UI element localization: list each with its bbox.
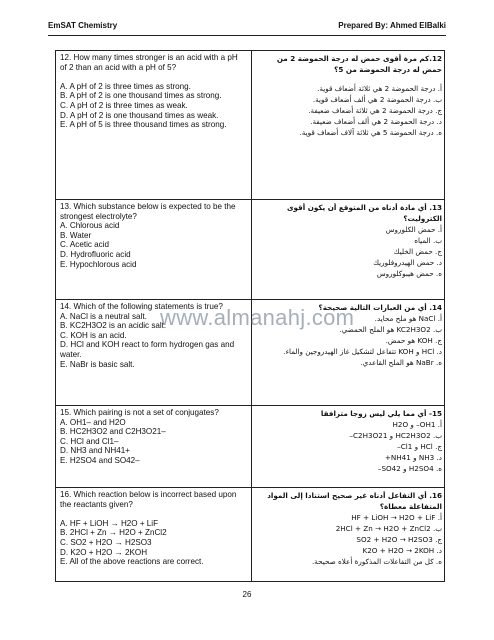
question-text: 13. أي مادة أدناه من المتوقع أن يكون أقوى الكتروليت؟ <box>286 203 442 223</box>
question-text: 12. How many times stronger is an acid with a pH of 2 than an acid with a pH of 5? <box>60 53 238 72</box>
option: B. HC2H3O2 and C2H3O21– <box>60 427 166 437</box>
question-row-12 <box>56 51 444 199</box>
option: د. K2O + H2O → 2KOH <box>362 546 442 555</box>
question-text: 15- أي مما يلي ليس زوجا مترافقا <box>320 409 442 418</box>
question-text: 14. Which of the following statements is true? <box>60 302 223 311</box>
question-row-16 <box>56 487 444 583</box>
option: ب. المياه <box>414 236 442 245</box>
question-text: 15. Which pairing is not a set of conjugates? <box>60 408 219 417</box>
option: D. NH3 and NH41+ <box>60 446 130 456</box>
option: د. حمض الهيدروفلوريك <box>373 258 442 267</box>
option: B. 2HCl + Zn → H2O + ZnCl2 <box>60 528 167 538</box>
question-12-ar <box>256 53 442 138</box>
option: E. H2SO4 and SO42– <box>60 455 140 465</box>
question-text: 12.كم مرة أقوى حمض له درجة الحموضة 2 من حمض له درجة الحموضة من 5؟ <box>276 54 442 74</box>
option: أ. درجة الحموضة 2 هي ثلاثة أضعاف قوية. <box>317 84 442 93</box>
option: ه. حمض هيبوكلوروس <box>376 269 442 278</box>
option: A. A pH of 2 is three times as strong. <box>60 81 191 91</box>
option: A. OH1– and H2O <box>60 417 126 427</box>
question-text: 13. Which substance below is expected to be the strongest electrolyte? <box>60 202 236 221</box>
option: B. KC2H3O2 is an acidic salt. <box>60 321 167 331</box>
option: C. HCl and Cl1– <box>60 436 119 446</box>
option: ج. SO2 + H2O → H2SO3 <box>356 535 442 544</box>
header-rule <box>48 35 446 36</box>
page-number: 26 <box>242 590 252 599</box>
option: B. Water <box>60 230 92 240</box>
option: ب. KC2H3O2 هو الملح الحمضي. <box>339 325 442 334</box>
option: E. A pH of 5 is three thousand times as strong. <box>60 120 227 130</box>
option: ب. HC2H3O2 و C2H3O21– <box>349 431 442 440</box>
option: C. A pH of 2 is three times as weak. <box>60 100 188 110</box>
option: B. A pH of 2 is one thousand times as strong. <box>60 91 222 101</box>
option: D. Hydrofluoric acid <box>60 249 131 259</box>
header-right-author: Prepared By: Ahmed ElBalki <box>338 21 446 30</box>
question-13-en <box>60 202 246 269</box>
question-15-en <box>60 408 246 466</box>
question-text: 14. أي من العبارات التالية صحيحة؟ <box>318 303 442 312</box>
option: ه. NaBr هو الملح القاعدي. <box>360 358 442 367</box>
option: ج. HCl و Cl1– <box>397 442 442 451</box>
option: ج. KOH هو حمض. <box>385 336 442 345</box>
question-12-en <box>60 53 246 130</box>
question-row-15 <box>56 405 444 487</box>
question-16-en <box>60 490 246 567</box>
option: E. Hypochlorous acid <box>60 259 137 269</box>
option: ه. كل من التفاعلات المذكورة أعلاه صحيحة. <box>312 557 442 566</box>
option: أ. OH1– و H2O <box>392 420 442 429</box>
option: D. K2O + H2O → 2KOH <box>60 547 148 557</box>
option: E. All of the above reactions are correct. <box>60 557 204 567</box>
option: C. KOH is an acid. <box>60 330 127 340</box>
option: A. NaCl is a neutral salt. <box>60 311 147 321</box>
option: E. NaBr is basic salt. <box>60 359 135 369</box>
option: ب. درجة الحموضة 2 هي ألف أضعاف قوية. <box>312 95 442 104</box>
option: ج. درجة الحموضة 2 هي ثلاثة أضعاف ضعيفة. <box>308 106 442 115</box>
question-text: 16. أي التفاعل أدناه غير صحيح استنادا إلى المواد المتفاعلة معطاة؟ <box>267 491 442 511</box>
question-row-13 <box>56 199 444 299</box>
question-text: 16. Which reaction below is incorrect based upon the reactants given? <box>60 490 237 509</box>
option: C. SO2 + H2O → H2SO3 <box>60 537 152 547</box>
option: أ. HF + LiOH → H2O + LiF <box>351 513 442 522</box>
question-16-ar <box>256 490 442 567</box>
option: A. HF + LiOH → H2O + LiF <box>60 518 159 528</box>
option: د. درجة الحموضة 2 هي ألف أضعاف ضعيفة. <box>310 117 442 126</box>
option: د. HCl و KOH تتفاعل لتشكيل غاز الهيدروجين والماء. <box>283 347 442 356</box>
option: ب. 2HCl + Zn → H2O + ZnCl2 <box>335 524 442 533</box>
option: ه. H2SO4 و SO42– <box>377 464 442 473</box>
option: D. HCl and KOH react to form hydrogen gas and water. <box>60 340 235 359</box>
option: D. A pH of 2 is one thousand times as weak. <box>60 110 219 120</box>
page-header <box>48 21 446 35</box>
option: أ. NaCl هو ملح محايد. <box>374 314 442 323</box>
option: C. Acetic acid <box>60 240 110 250</box>
option: A. Chlorous acid <box>60 221 120 231</box>
option: أ. حمض الكلوروس <box>385 225 442 234</box>
header-left-title: EmSAT Chemistry <box>48 21 118 30</box>
option: ه. درجة الحموضة 5 هي ثلاثة آلاف أضعاف قوية. <box>299 128 442 137</box>
question-15-ar <box>256 408 442 474</box>
watermark: www.almanahj.com <box>160 305 355 330</box>
option: د. NH3 و NH41+ <box>384 453 442 462</box>
question-13-ar <box>256 202 442 279</box>
option: ج. حمض الخليك <box>393 247 442 256</box>
